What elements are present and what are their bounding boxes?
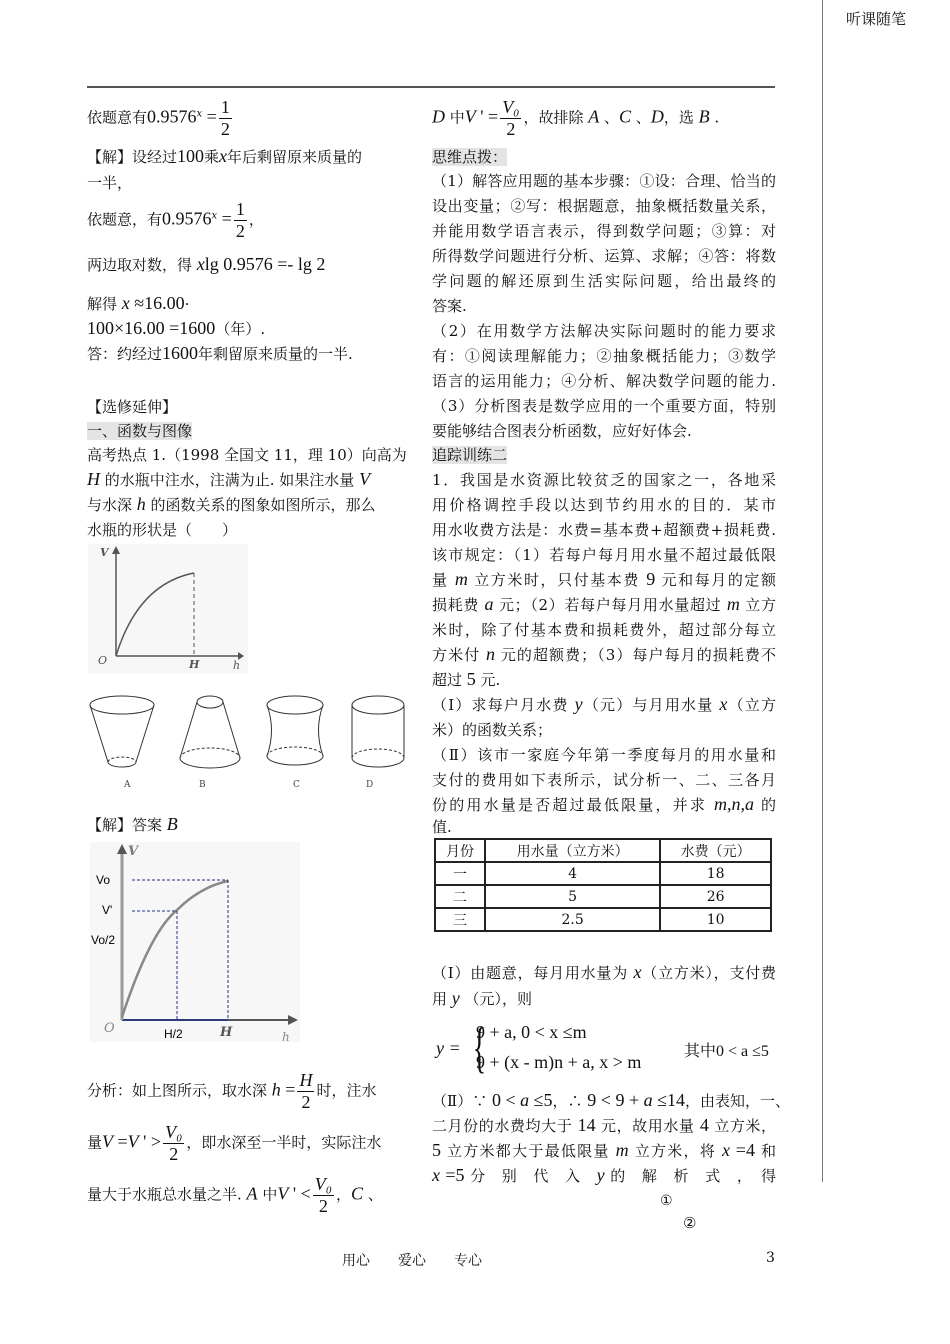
highlighted-heading: 一、函数与图像 <box>87 422 193 440</box>
text-run: ， <box>336 1185 352 1204</box>
text-line <box>87 494 405 516</box>
math-variable: D <box>432 106 445 127</box>
math-expression: ≤14 <box>652 1090 685 1110</box>
text-run: 乘 <box>204 148 220 166</box>
text-run: 中 <box>445 108 465 127</box>
text-line <box>87 469 405 491</box>
fraction-denominator: 2 <box>506 119 516 139</box>
text-run: 值. <box>432 818 452 836</box>
text-line <box>87 146 405 168</box>
text-run: 元和每月的定额 <box>655 571 776 589</box>
text-line <box>87 97 405 140</box>
text-run: 立方米时，只付基本费 <box>467 571 647 589</box>
table-header: 水费（元） <box>660 839 771 862</box>
math-variable: B <box>698 106 710 127</box>
math-variable: a <box>484 594 494 614</box>
math-expression: = <box>217 208 232 229</box>
table-cell: 5 <box>485 885 660 908</box>
text-run: （Ⅱ）∵ <box>432 1092 492 1110</box>
math-variable: x <box>196 254 205 274</box>
text-run: 元；（2）若每户每月用水量超过 <box>493 596 727 614</box>
text-line <box>432 469 776 491</box>
brace-symbol: { <box>472 1017 487 1079</box>
axis-label-v: V <box>100 546 109 559</box>
text-run: 超过 <box>432 671 467 689</box>
fraction-numerator: V₀ <box>165 1122 183 1142</box>
text-line <box>432 694 776 716</box>
math-expression: 5 <box>466 669 476 689</box>
math-expression: 0.9576 <box>162 208 212 229</box>
text-line <box>432 619 776 641</box>
text-run: 的函数关系的图象如图所示，那么 <box>145 496 376 514</box>
text-line <box>432 494 776 516</box>
text-run: 立方米， <box>708 1117 776 1135</box>
table-header: 月份 <box>435 839 485 862</box>
math-expression: = <box>202 106 217 127</box>
text-run: 的水瓶中注水，注满为止. 如果注水量 <box>100 471 360 489</box>
text-line <box>432 395 776 417</box>
text-run: 分析：如上图所示，取水深 <box>87 1081 272 1100</box>
text-line <box>432 370 776 392</box>
text-run: 学问题的解还原到生活实际问题，给出最终的 <box>432 272 776 290</box>
math-expression: ' > <box>138 1131 162 1152</box>
text-line <box>432 320 776 342</box>
math-expression: 9 <box>646 569 656 589</box>
math-variable: A <box>588 106 600 127</box>
text-line <box>432 719 776 741</box>
math-variable: C <box>351 1183 364 1204</box>
text-line <box>87 199 405 242</box>
axis-tick-h: H <box>189 658 200 671</box>
text-line <box>432 295 776 317</box>
text-line <box>432 744 776 766</box>
fraction <box>163 1122 184 1165</box>
subsection-heading <box>87 420 405 442</box>
text-run: 1．我国是水资源比较贫乏的国家之一，各地采 <box>432 471 776 489</box>
highlighted-heading: 追踪训练二 <box>432 446 508 464</box>
text-run: 支付的费用如下表所示，试分析一、二、三各月 <box>432 771 776 789</box>
answer-line <box>87 814 405 836</box>
math-expression: =5 <box>440 1165 465 1185</box>
math-expression: = <box>113 1131 128 1152</box>
circled-marker-2 <box>683 1212 696 1234</box>
text-run: 依题意有 <box>87 108 148 127</box>
text-run: 损耗费 <box>432 596 485 614</box>
text-run: 元，故用水量 <box>595 1117 700 1135</box>
math-expression: 0 < <box>491 1090 521 1110</box>
fraction-numerator: 1 <box>220 97 230 117</box>
text-run: 份的用水量是否超过最低限量，并求 <box>432 796 715 814</box>
text-run: （元），则 <box>459 990 533 1008</box>
highlighted-heading: 思维点拨： <box>432 148 508 166</box>
text-run: （年）. <box>215 320 266 338</box>
text-line <box>87 1174 405 1217</box>
math-variable: A <box>246 1183 258 1204</box>
text-line <box>432 569 776 591</box>
tick-vprime: V' <box>102 903 113 917</box>
math-expression: ' = <box>475 106 499 127</box>
fraction-denominator: 2 <box>235 221 245 241</box>
text-line <box>432 97 776 140</box>
math-variable: m <box>615 1140 629 1160</box>
text-line <box>432 962 776 984</box>
text-run: ，选 <box>663 108 699 127</box>
axis-label-v: V <box>128 844 139 859</box>
text-run: ，故排除 <box>523 108 589 127</box>
text-run: 依题意，有 <box>87 210 163 229</box>
text-run: （Ⅱ）该市一家庭今年第一季度每月的用水量和 <box>432 746 776 764</box>
math-variable: m <box>726 594 740 614</box>
text-line <box>432 544 776 566</box>
math-expression: lg 0.9576 =- lg 2 <box>204 254 326 274</box>
text-line <box>432 195 776 217</box>
text-run: 【解】设经过 <box>87 148 178 166</box>
volume-depth-graph <box>88 544 248 674</box>
bottle-shapes-figure <box>88 692 408 792</box>
text-run: 该市规定：（1）若每户每月用水量不超过最低限 <box>432 546 776 564</box>
math-expression: ≈16.00 <box>129 293 185 313</box>
margin-divider <box>822 0 823 1182</box>
text-line <box>87 293 405 315</box>
text-run: 用水收费方法是：水费=基本费+超额费+损耗费. <box>432 521 776 539</box>
text-line <box>432 1140 776 1162</box>
piecewise-case-2: 9 + (x - m)n + a, x > m <box>476 1052 642 1072</box>
math-expression: 1600 <box>162 343 199 363</box>
fraction <box>219 97 232 140</box>
text-line <box>432 794 776 816</box>
text-run: ， <box>248 210 264 229</box>
text-line <box>87 519 405 541</box>
text-run: 答案. <box>432 297 467 315</box>
text-run: 【选修延伸】 <box>87 398 178 416</box>
text-line <box>87 1122 405 1165</box>
math-expression: 5 <box>432 1140 441 1160</box>
fraction-denominator: 2 <box>220 119 230 139</box>
text-run: 元. <box>475 671 501 689</box>
table-header-row <box>435 839 771 862</box>
math-variable: C <box>619 106 632 127</box>
text-line <box>432 245 776 267</box>
text-run: 年后剩留原来质量的 <box>227 148 363 166</box>
table-cell: 10 <box>660 908 771 931</box>
annotated-volume-graph <box>90 842 300 1042</box>
math-expression: = <box>280 1079 296 1100</box>
axis-label-h: h <box>233 659 241 672</box>
text-run: 水瓶的形状是（ ） <box>87 521 238 539</box>
text-line <box>432 1090 791 1112</box>
math-expression: ≤5 <box>529 1090 553 1110</box>
text-run: （Ⅰ）由题意，每月用水量为 <box>432 964 634 982</box>
text-line <box>432 270 776 292</box>
text-line <box>432 816 776 838</box>
text-run: （1）解答应用题的基本步骤：①设：合理、恰当的 <box>432 172 776 190</box>
math-variable: V <box>464 106 476 127</box>
text-run: 立方米，将 <box>628 1142 723 1160</box>
text-run: 用价格调控手段以达到节约用水的目的．某市 <box>432 496 776 514</box>
text-run: 语言的运用能力；④分析、解决数学问题的能力. <box>432 372 776 390</box>
fraction-denominator: 2 <box>301 1092 311 1112</box>
math-expression: 4 <box>699 1115 709 1135</box>
text-run: ，即水深至一半时，实际注水 <box>186 1133 382 1152</box>
table-cell: 18 <box>660 862 771 885</box>
text-run: 的 <box>754 796 776 814</box>
origin-label: O <box>98 654 108 667</box>
math-variable: m <box>454 569 468 589</box>
table-cell: 2.5 <box>485 908 660 931</box>
section-heading <box>87 396 405 418</box>
text-run: 、 <box>631 108 651 127</box>
math-variable: B <box>166 814 178 834</box>
table-row <box>435 908 771 931</box>
math-expression: 100 <box>177 146 205 166</box>
text-run: 解得 <box>87 295 122 313</box>
text-run: 、 <box>363 1185 383 1204</box>
text-run: 元的超额费；（3）每户每月的损耗费不 <box>495 646 776 664</box>
table-cell: 三 <box>435 908 485 931</box>
text-run: 米时，除了付基本费和损耗费外，超过部分每立 <box>432 621 776 639</box>
text-run: 量大于水瓶总水量之半. <box>87 1185 247 1204</box>
piecewise-lhs: y = <box>436 1038 461 1058</box>
text-run: （Ⅰ）求每户月水费 <box>432 696 575 714</box>
math-expression: 0.9576 <box>147 106 197 127</box>
math-variable: x <box>722 1140 731 1160</box>
text-line <box>87 172 405 194</box>
text-run: 二月份的水费均大于 <box>432 1117 578 1135</box>
tick-v0: Vo <box>96 873 111 887</box>
math-variable: a <box>520 1090 530 1110</box>
page-number: 3 <box>766 1250 775 1266</box>
text-run: ，由表知，一、 <box>685 1092 791 1110</box>
math-variable: y <box>574 694 583 714</box>
shape-label-a: A <box>124 780 131 790</box>
shape-label-c: C <box>293 780 300 790</box>
section-heading <box>432 444 776 466</box>
table-cell: 二 <box>435 885 485 908</box>
circled-marker-1: ① <box>660 1193 673 1209</box>
text-line <box>432 220 776 242</box>
text-run: （元）与月用水量 <box>582 696 720 714</box>
text-line <box>432 594 776 616</box>
text-line <box>432 988 776 1010</box>
math-expression: 9 < 9 + <box>587 1090 644 1110</box>
table-cell: 26 <box>660 885 771 908</box>
text-line <box>432 769 776 791</box>
text-run: （2）在用数学方法解决实际问题时的能力要求 <box>432 322 776 340</box>
table-header: 用水量（立方米） <box>485 839 660 862</box>
text-run: 并能用数学语言表示，得到数学问题；③算：对 <box>432 222 776 240</box>
table-row <box>435 862 771 885</box>
fraction <box>234 199 247 242</box>
fraction <box>297 1070 314 1113</box>
text-run: 年剩留原来质量的一半. <box>198 345 353 363</box>
fraction-numerator: V₀ <box>314 1174 332 1194</box>
math-variable: V <box>359 469 371 489</box>
table-cell: 一 <box>435 862 485 885</box>
text-line <box>432 345 776 367</box>
math-expression: 100×16.00 =1600 <box>87 318 216 338</box>
math-variable: y <box>451 988 460 1008</box>
superscript: x <box>196 108 203 120</box>
text-run: 用 <box>432 990 452 1008</box>
piecewise-condition: 其中0 < a ≤5 <box>684 1043 769 1060</box>
tick-v0-half: Vo/2 <box>91 933 116 947</box>
text-run: 要能够结合图表分析函数，应好好体会. <box>432 422 692 440</box>
piecewise-case-1: 9 + a, 0 < x ≤m <box>476 1022 587 1042</box>
text-line <box>432 1115 776 1137</box>
math-variable: x <box>121 293 130 313</box>
text-run: 设出变量；②写：根据题意，抽象概括数量关系， <box>432 197 776 215</box>
math-variable: V <box>127 1131 139 1152</box>
text-run: 分 别 代 入 <box>464 1167 597 1185</box>
fraction-denominator: 2 <box>318 1196 328 1216</box>
math-variable: D <box>650 106 664 127</box>
tick-half-h: H/2 <box>164 1027 183 1041</box>
fraction-numerator: V₀ <box>502 97 520 117</box>
text-run: 量 <box>432 571 455 589</box>
text-run: 和 <box>754 1142 776 1160</box>
text-run: 中 <box>257 1185 278 1204</box>
math-variable: x <box>633 962 642 982</box>
text-run: 两边取对数，得 <box>87 256 197 274</box>
text-run: 、 <box>599 108 620 127</box>
fraction-numerator: 1 <box>235 199 245 219</box>
text-run: · <box>184 295 190 313</box>
text-run: 方米付 <box>432 646 487 664</box>
text-run: ，∴ <box>552 1092 588 1110</box>
text-run: 立方米都大于最低限量 <box>441 1142 616 1160</box>
text-run: 的 解 析 式 ， 得 <box>604 1167 776 1185</box>
text-run: 高考热点 1.（1998 全国文 11，理 10）向高为 <box>87 446 407 464</box>
math-variable: H <box>87 469 100 489</box>
math-variable: a <box>643 1090 653 1110</box>
fraction-denominator: 2 <box>169 1144 179 1164</box>
superscript: x <box>211 210 218 222</box>
shape-label-d: D <box>366 780 374 790</box>
text-run: 答：约经过 <box>87 345 163 363</box>
text-line <box>87 318 405 340</box>
fraction <box>500 97 521 140</box>
math-variable: h <box>136 494 146 514</box>
math-variable: x <box>432 1165 440 1185</box>
tick-h: H <box>220 1025 233 1040</box>
math-variable: h <box>271 1079 281 1100</box>
math-variable: x <box>219 146 228 166</box>
text-run: （立方米），支付费 <box>641 964 776 982</box>
text-run: 量 <box>87 1133 103 1152</box>
text-run: 与水深 <box>87 496 137 514</box>
text-line <box>432 1165 776 1187</box>
section-heading <box>432 146 776 168</box>
text-run: 立方 <box>739 596 776 614</box>
text-run: 米）的函数关系； <box>432 721 553 739</box>
text-line <box>87 254 405 276</box>
table-cell: 4 <box>485 862 660 885</box>
text-run: . <box>709 108 720 127</box>
text-run: 时，注水 <box>316 1081 377 1100</box>
text-run: （3）分析图表是数学应用的一个重要方面，特别 <box>432 397 776 415</box>
text-run: 有：①阅读理解能力；②抽象概括能力；③数学 <box>432 347 776 365</box>
origin-label: O <box>104 1021 115 1036</box>
margin-note-title: 听课随笔 <box>846 10 907 28</box>
text-line <box>432 644 776 666</box>
math-variable: V <box>277 1183 289 1204</box>
text-line <box>432 420 776 442</box>
table-row <box>435 885 771 908</box>
math-expression: ' < <box>288 1183 311 1204</box>
axis-label-h: h <box>282 1030 290 1042</box>
math-variable: V <box>102 1131 114 1152</box>
text-run: 所得数学问题进行分析、运算、求解；④答：将数 <box>432 247 776 265</box>
footer-motto: 用心 爱心 专心 <box>342 1253 482 1269</box>
text-line <box>87 1070 405 1113</box>
text-line <box>87 343 405 365</box>
text-run: （立方 <box>727 696 776 714</box>
math-expression: 14 <box>577 1115 596 1135</box>
math-expression: =4 <box>730 1140 755 1160</box>
text-run: 一半， <box>87 174 133 192</box>
text-line <box>87 444 405 466</box>
text-line <box>432 669 776 691</box>
math-variable: m,n,a <box>714 794 755 814</box>
text-run: 【解】答案 <box>87 816 167 834</box>
header-rule <box>87 86 775 88</box>
text-run: ② <box>683 1214 697 1232</box>
text-line <box>432 519 776 541</box>
fraction-numerator: H <box>299 1070 313 1090</box>
water-usage-table <box>434 838 772 932</box>
shape-label-b: B <box>199 780 206 790</box>
math-variable: n <box>486 644 496 664</box>
math-variable: x <box>719 694 728 714</box>
fraction <box>313 1174 334 1217</box>
math-variable: y <box>596 1165 605 1185</box>
text-line <box>432 170 776 192</box>
